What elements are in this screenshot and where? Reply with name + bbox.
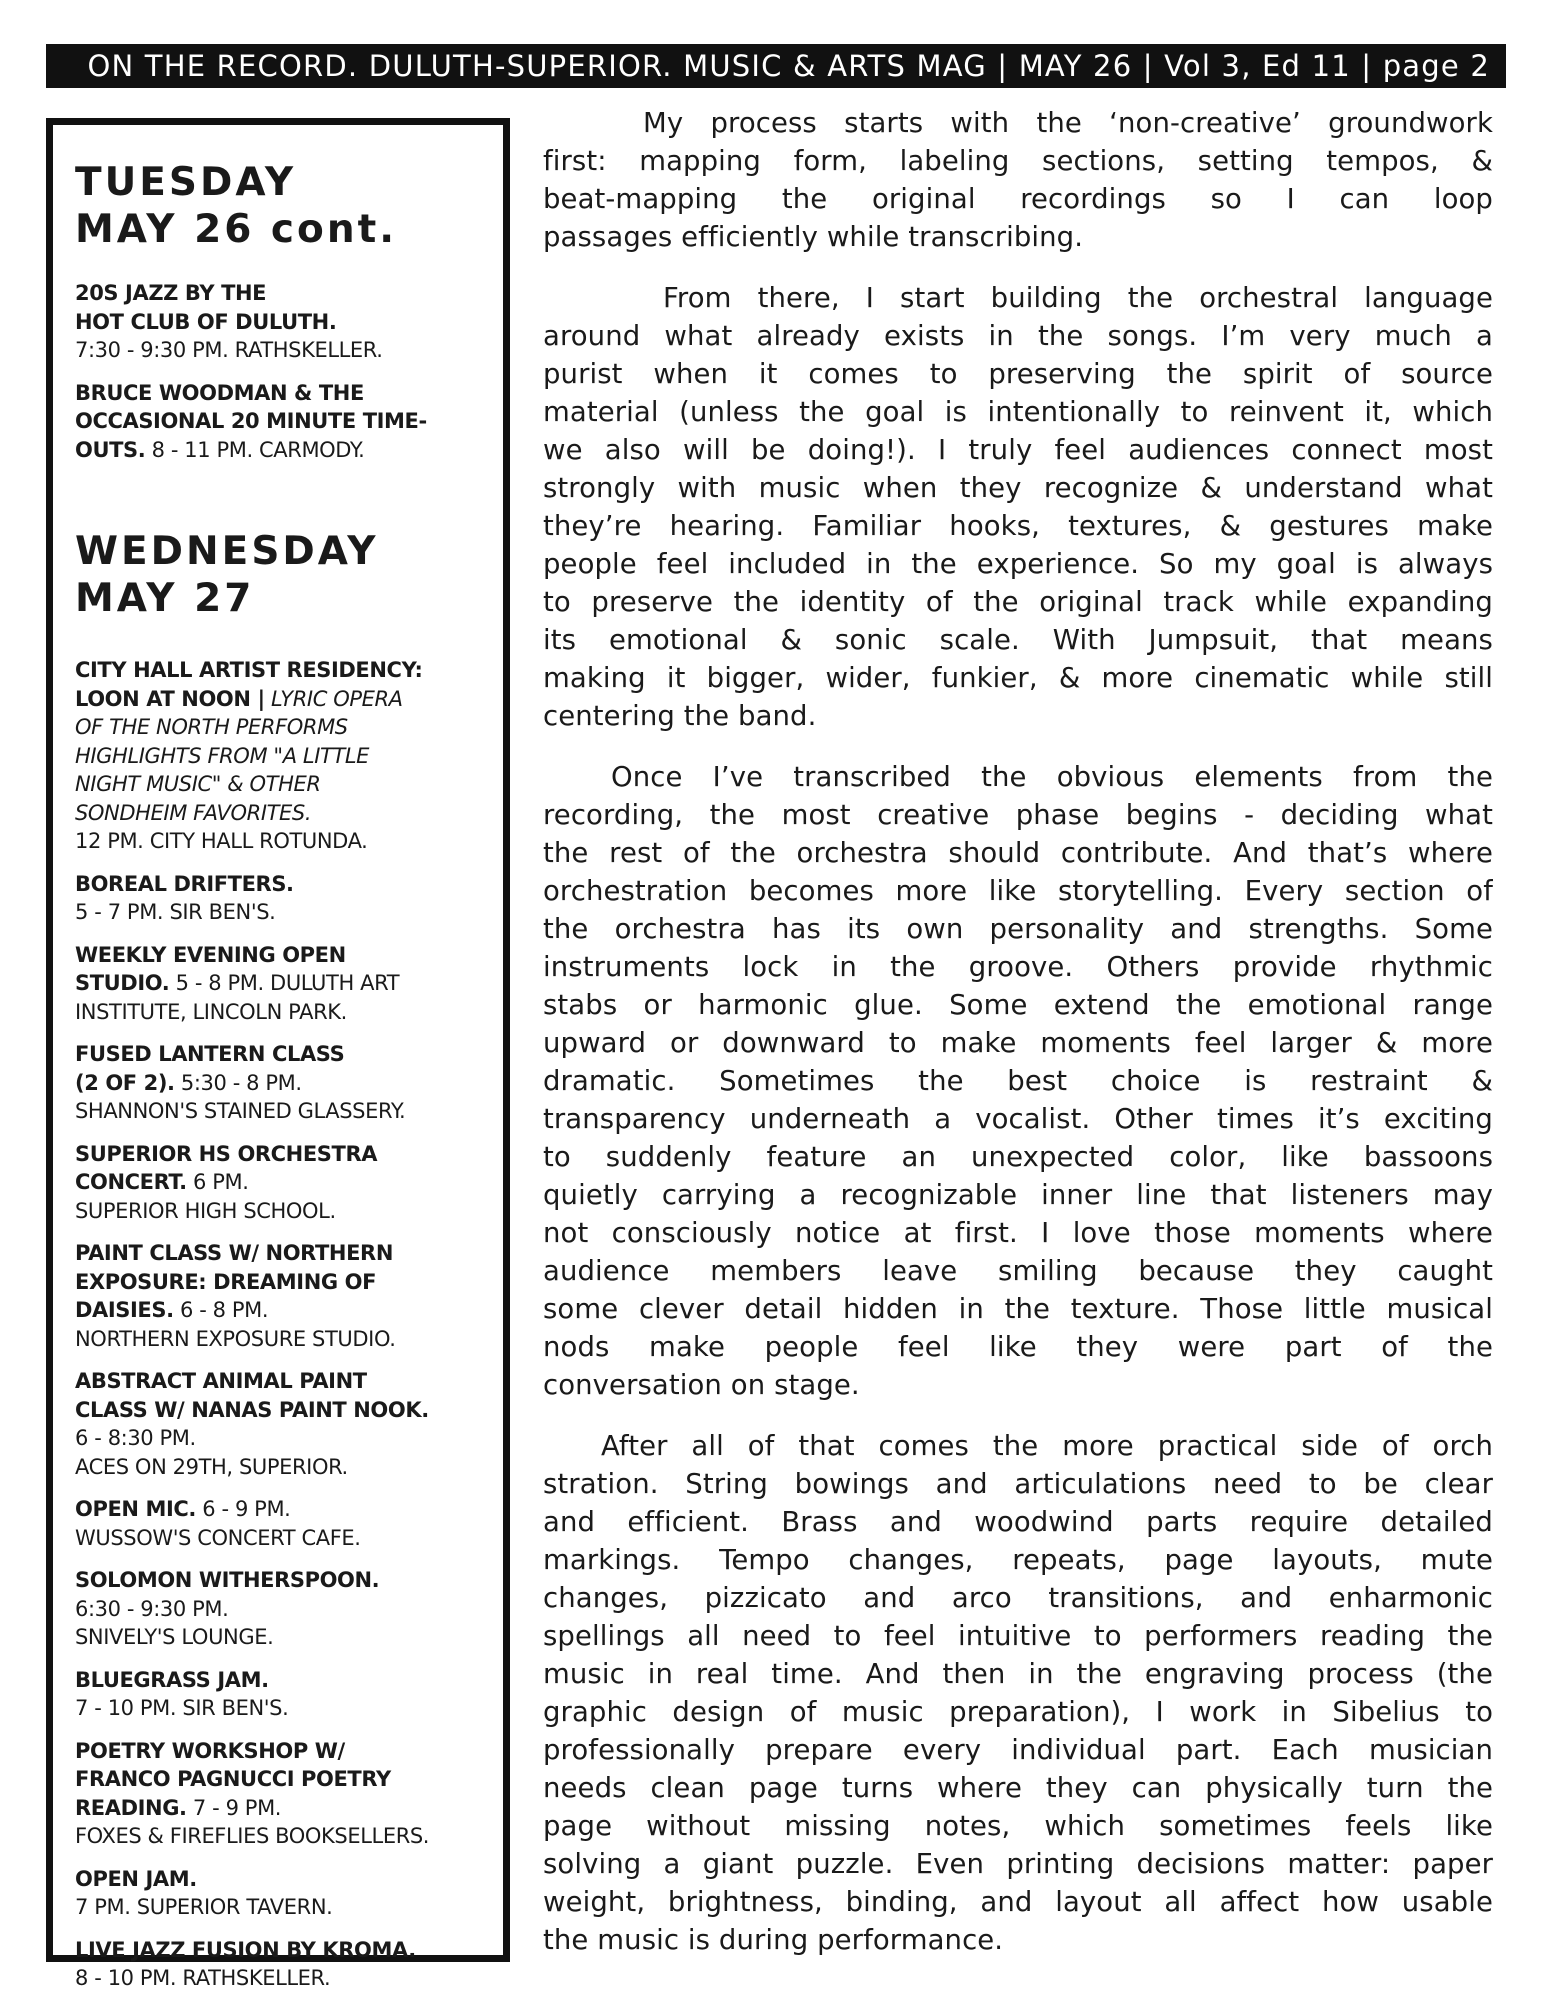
paragraph-line: to suddenly feature an unexpected color, like bassoons (543, 1141, 1493, 1173)
event-title: OPEN MIC. (75, 1497, 196, 1521)
event-line (75, 1794, 481, 1823)
paragraph-line: around what already exists in the songs. I’m very much a (543, 320, 1493, 352)
paragraph-line: the orchestra has its own personality and strengths. Some (543, 913, 1493, 945)
masthead-text: ON THE RECORD. DULUTH-SUPERIOR. MUSIC & ARTS MAG | MAY 26 | Vol 3, Ed 11 | page 2 (87, 49, 1490, 83)
event-line (75, 713, 481, 742)
event-title: SUPERIOR HS ORCHESTRA (75, 1141, 378, 1166)
event-listing (75, 1239, 481, 1353)
event-time: 5:30 - 8 PM. (174, 1070, 302, 1095)
article-paragraph (543, 1427, 1493, 1959)
paragraph-line: conversation on stage. (543, 1369, 860, 1401)
event-title: 20S JAZZ BY THE (75, 281, 267, 305)
paragraph-line: stration. String bowings and articulations need to be clear (543, 1468, 1493, 1500)
event-line (75, 656, 481, 685)
event-listing (75, 870, 481, 927)
event-listing (75, 1140, 481, 1226)
paragraph-line: Once I’ve transcribed the obvious elements from the (611, 761, 1493, 793)
event-line (75, 1495, 481, 1524)
article-body (543, 104, 1493, 1982)
event-details: NORTHERN EXPOSURE STUDIO. (75, 1326, 396, 1351)
event-details: 7 PM. SUPERIOR TAVERN. (75, 1895, 333, 1919)
event-line (75, 1367, 481, 1396)
event-listing (75, 1495, 481, 1552)
event-listing (75, 1367, 481, 1481)
event-title: POETRY WORKSHOP W/ (75, 1738, 345, 1763)
paragraph-line: changes, pizzicato and arco transitions, and enharmonic (543, 1582, 1493, 1614)
events-sidebar (46, 118, 510, 1990)
event-details: 8 - 10 PM. RATHSKELLER. (75, 1966, 331, 1990)
paragraph-line: they’re hearing. Familiar hooks, textures, & gestures make (543, 510, 1493, 542)
paragraph-line: needs clean page turns where they can physically turn the (543, 1772, 1493, 1804)
event-details: ACES ON 29TH, SUPERIOR. (75, 1454, 348, 1479)
paragraph-line: passages efficiently while transcribing. (543, 221, 1084, 253)
event-title: OCCASIONAL 20 MINUTE TIME- (75, 409, 427, 433)
event-line (75, 742, 481, 771)
paragraph-line: making it bigger, wider, funkier, & more cinematic while still (543, 662, 1493, 694)
event-line (75, 1566, 481, 1595)
paragraph-line: spellings all need to feel intuitive to performers reading the (543, 1620, 1493, 1652)
event-title: WEEKLY EVENING OPEN (75, 942, 346, 967)
event-title: BOREAL DRIFTERS. (75, 871, 294, 896)
event-title: BLUEGRASS JAM. (75, 1667, 269, 1692)
paragraph-line: quietly carrying a recognizable inner line that listeners may (543, 1179, 1493, 1211)
paragraph-line: My process starts with the ‘non-creative’ groundwork (643, 107, 1493, 139)
event-subtitle: LYRIC OPERA (264, 686, 403, 711)
event-subtitle: SONDHEIM FAVORITES. (75, 800, 312, 825)
event-listing (75, 279, 481, 365)
event-details: 12 PM. CITY HALL ROTUNDA. (75, 829, 368, 853)
event-details: 7 - 10 PM. SIR BEN'S. (75, 1696, 289, 1720)
paragraph-line: stabs or harmonic glue. Some extend the emotional range (543, 989, 1493, 1021)
event-title: ABSTRACT ANIMAL PAINT (75, 1369, 367, 1393)
day-heading-line: MAY 27 (75, 576, 255, 621)
event-line (75, 1396, 481, 1425)
article-paragraph (543, 758, 1493, 1404)
event-listing (75, 941, 481, 1027)
article-paragraph (543, 104, 1493, 256)
event-title: EXPOSURE: DREAMING OF (75, 1269, 377, 1294)
event-title: (2 OF 2). (75, 1070, 175, 1095)
event-time: 6 PM. (186, 1170, 249, 1194)
paragraph-line: the music is during performance. (543, 1924, 1004, 1956)
paragraph-line: upward or downward to make moments feel larger & more (543, 1027, 1493, 1059)
event-line (75, 1865, 481, 1894)
paragraph-line: people feel included in the experience. So my goal is always (543, 548, 1493, 580)
event-line (75, 969, 481, 998)
masthead-bar (46, 44, 1506, 88)
day-heading-tuesday (75, 159, 481, 253)
event-title: BRUCE WOODMAN & THE (75, 380, 364, 405)
event-title: READING. (75, 1795, 187, 1820)
wednesday-event-list (75, 656, 481, 1993)
event-line (75, 1168, 481, 1197)
day-heading-line: TUESDAY (75, 160, 297, 205)
paragraph-line: nods make people feel like they were part of the (543, 1331, 1493, 1363)
paragraph-line: recording, the most creative phase begins - deciding what (543, 799, 1493, 831)
paragraph-line: beat-mapping the original recordings so I can loop (543, 183, 1493, 215)
paragraph-line: and efficient. Brass and woodwind parts require detailed (543, 1506, 1493, 1538)
event-subtitle: NIGHT MUSIC" & OTHER (75, 772, 321, 796)
paragraph-line: to preserve the identity of the original track while expanding (543, 586, 1493, 618)
paragraph-line: strongly with music when they recognize & understand what (543, 472, 1493, 504)
event-line (75, 1040, 481, 1069)
event-details: WUSSOW'S CONCERT CAFE. (75, 1525, 361, 1550)
event-line (75, 1140, 481, 1169)
paragraph-line: professionally prepare every individual part. Each musician (543, 1734, 1493, 1766)
paragraph-line: page without missing notes, which sometimes feels like (543, 1810, 1493, 1842)
paragraph-line: purist when it comes to preserving the spirit of source (543, 358, 1493, 390)
event-title: OPEN JAM. (75, 1866, 197, 1891)
paragraph-line: After all of that comes the more practical side of orch (601, 1430, 1493, 1462)
event-line (75, 1936, 481, 1965)
event-line (75, 1069, 481, 1098)
event-title: STUDIO. (75, 971, 170, 995)
event-line (75, 1765, 481, 1794)
event-details: 5 - 7 PM. SIR BEN'S. (75, 900, 276, 924)
event-line (75, 407, 481, 436)
event-title: SOLOMON WITHERSPOON. (75, 1568, 380, 1592)
event-listing (75, 1040, 481, 1126)
event-listing (75, 1666, 481, 1723)
event-time: 6 - 9 PM. (195, 1497, 291, 1521)
event-title: DAISIES. (75, 1298, 174, 1322)
day-heading-line: WEDNESDAY (75, 529, 379, 574)
tuesday-event-list (75, 279, 481, 464)
event-title: HOT CLUB OF DULUTH. (75, 309, 337, 334)
paragraph-line: transparency underneath a vocalist. Other times it’s exciting (543, 1103, 1493, 1135)
paragraph-line: we also will be doing!). I truly feel audiences connect most (543, 434, 1493, 466)
event-title: FUSED LANTERN CLASS (75, 1042, 345, 1066)
event-title: OUTS. (75, 437, 146, 462)
paragraph-line: dramatic. Sometimes the best choice is restraint & (543, 1065, 1493, 1097)
event-line (75, 770, 481, 799)
paragraph-line: markings. Tempo changes, repeats, page layouts, mute (543, 1544, 1493, 1576)
event-time: 5 - 8 PM. DULUTH ART (169, 971, 400, 995)
paragraph-line: solving a giant puzzle. Even printing decisions matter: paper (543, 1848, 1493, 1880)
event-line (75, 1239, 481, 1268)
event-line (75, 685, 481, 714)
event-line (75, 379, 481, 408)
event-time: 8 - 11 PM. CARMODY. (145, 437, 365, 462)
event-title: PAINT CLASS W/ NORTHERN (75, 1241, 393, 1265)
event-line (75, 279, 481, 308)
paragraph-line: weight, brightness, binding, and layout all affect how usable (543, 1886, 1493, 1918)
event-details: SUPERIOR HIGH SCHOOL. (75, 1198, 336, 1223)
paragraph-line: not consciously notice at first. I love those moments where (543, 1217, 1493, 1249)
day-heading-wednesday (75, 528, 481, 622)
event-line (75, 1296, 481, 1325)
event-time: 7 - 9 PM. (186, 1795, 282, 1820)
event-line (75, 941, 481, 970)
paragraph-line: its emotional & sonic scale. With Jumpsuit, that means (543, 624, 1493, 656)
event-details: INSTITUTE, LINCOLN PARK. (75, 999, 347, 1024)
event-line (75, 308, 481, 337)
event-listing (75, 656, 481, 856)
event-line (75, 870, 481, 899)
paragraph-line: some clever detail hidden in the texture. Those little musical (543, 1293, 1493, 1325)
event-details: 6 - 8:30 PM. (75, 1426, 196, 1450)
event-time: 6 - 8 PM. (173, 1298, 269, 1322)
paragraph-line: audience members leave smiling because they caught (543, 1255, 1493, 1287)
event-title: CONCERT. (75, 1170, 187, 1194)
event-line (75, 436, 481, 465)
event-line (75, 1268, 481, 1297)
paragraph-line: instruments lock in the groove. Others provide rhythmic (543, 951, 1493, 983)
event-line (75, 799, 481, 828)
event-listing (75, 1936, 481, 1993)
article-paragraph (543, 279, 1493, 735)
paragraph-line: orchestration becomes more like storytelling. Every section of (543, 875, 1493, 907)
paragraph-line: graphic design of music preparation), I work in Sibelius to (543, 1696, 1493, 1728)
paragraph-line: the rest of the orchestra should contribute. And that’s where (543, 837, 1493, 869)
event-details: 7:30 - 9:30 PM. RATHSKELLER. (75, 338, 383, 362)
paragraph-line: From there, I start building the orchestral language (663, 282, 1493, 314)
event-title: CITY HALL ARTIST RESIDENCY: (75, 658, 423, 682)
event-details: 6:30 - 9:30 PM. (75, 1596, 229, 1621)
event-title: LOON AT NOON | (75, 686, 265, 711)
paragraph-line: material (unless the goal is intentionally to reinvent it, which (543, 396, 1493, 428)
event-title: CLASS W/ NANAS PAINT NOOK. (75, 1397, 429, 1422)
event-listing (75, 1737, 481, 1851)
event-details: SHANNON'S STAINED GLASSERY. (75, 1099, 406, 1123)
paragraph-line: music in real time. And then in the engraving process (the (543, 1658, 1493, 1690)
event-subtitle: HIGHLIGHTS FROM "A LITTLE (75, 743, 370, 768)
event-line (75, 1666, 481, 1695)
event-title: LIVE JAZZ FUSION BY KROMA. (75, 1937, 416, 1962)
day-heading-line: MAY 26 cont. (75, 207, 398, 252)
paragraph-line: centering the band. (543, 700, 817, 732)
event-listing (75, 379, 481, 465)
event-details: SNIVELY'S LOUNGE. (75, 1625, 274, 1649)
event-details: FOXES & FIREFLIES BOOKSELLERS. (75, 1824, 430, 1848)
event-title: FRANCO PAGNUCCI POETRY (75, 1767, 391, 1791)
event-line (75, 1737, 481, 1766)
event-listing (75, 1865, 481, 1922)
paragraph-line: first: mapping form, labeling sections, setting tempos, & (543, 145, 1493, 177)
event-subtitle: OF THE NORTH PERFORMS (75, 715, 348, 739)
event-listing (75, 1566, 481, 1652)
